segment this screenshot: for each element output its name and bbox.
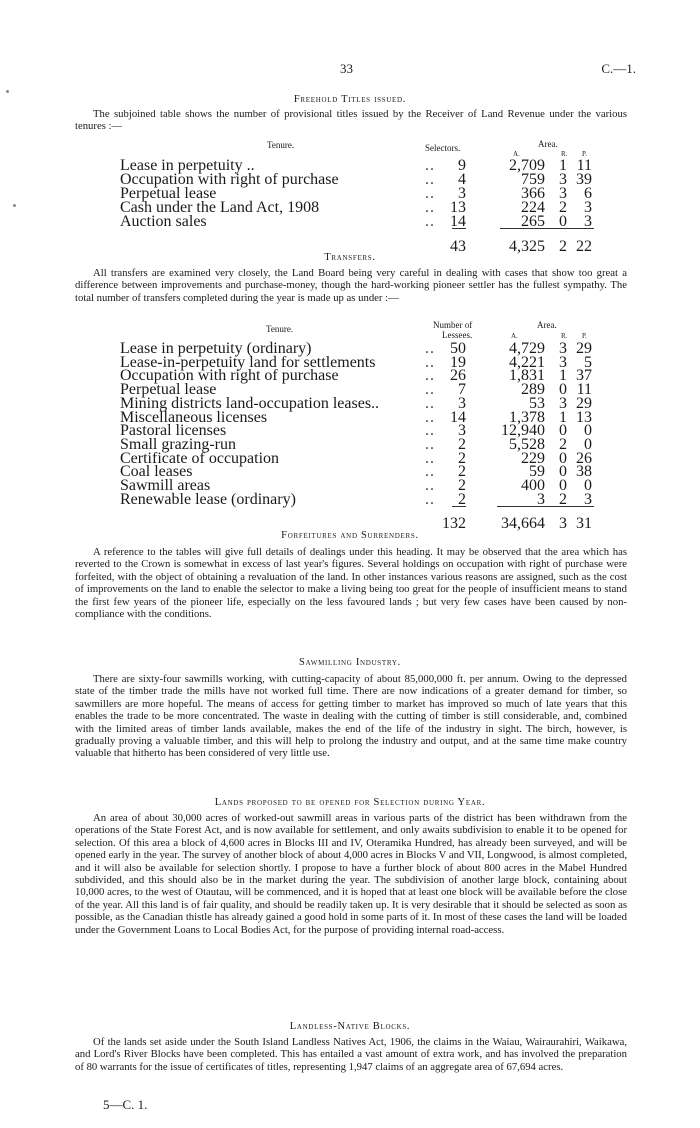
row-tenure: Perpetual lease xyxy=(120,185,217,202)
row-acres: 53 xyxy=(529,394,545,412)
row-tenure: Miscellaneous licenses xyxy=(120,408,268,426)
row-roods: 0 xyxy=(559,463,567,481)
row-tenure: Occupation with right of purchase xyxy=(120,171,339,188)
dot-leader: .. xyxy=(425,477,435,494)
row-count: 4 xyxy=(458,171,466,188)
table-row xyxy=(0,394,700,412)
row-tenure: Renewable lease (ordinary) xyxy=(120,490,296,508)
footer-signature: 5—C. 1. xyxy=(103,1097,148,1112)
unit-roods: R. xyxy=(561,332,568,340)
row-roods: 3 xyxy=(559,394,567,412)
section-heading-lands-proposed: Lands proposed to be opened for Selection during Year. xyxy=(214,797,486,808)
row-perches: 26 xyxy=(576,449,592,467)
row-acres: 3 xyxy=(537,490,545,508)
table-row xyxy=(0,171,700,188)
row-perches: 29 xyxy=(576,394,592,412)
col-tenure: Tenure. xyxy=(266,324,294,334)
dot-leader: .. xyxy=(425,381,435,399)
unit-perches: P. xyxy=(582,332,587,340)
row-tenure: Pastoral licenses xyxy=(120,422,227,440)
dot-leader: .. xyxy=(425,408,435,426)
table-row xyxy=(0,367,700,385)
unit-acres: A. xyxy=(511,332,518,340)
row-count: 3 xyxy=(458,422,466,440)
sawmilling-text: There are sixty-four sawmills working, with cutting-capacity of about 85,000,000 ft. per annum. Owing to the depressed state of the timber trade the mills have not worked full time. There are now indications of a greater demand for timber, so sawmillers are more hopeful. The means of access for getting timber to market has improved so much of late years that this enables the trade to be more concentrated. The waste in dealing with the cutting of timber is still considerable, and, combined with the limited areas of timber lands available, makes the end of the life of the industry in sight. The birch, however, is gradually proving a valuable timber, and this will help to prolong the industry and output, and at the same time make country valuable that hitherto has been considered of very little use. xyxy=(75,673,627,760)
total-acres: 4,325 xyxy=(509,238,545,255)
row-acres: 229 xyxy=(521,449,545,467)
row-count: 2 xyxy=(458,449,466,467)
row-tenure: Certificate of occupation xyxy=(120,449,280,467)
section-heading-freehold: Freehold Titles issued. xyxy=(293,94,407,105)
total-rule xyxy=(452,228,466,229)
row-acres: 1,378 xyxy=(509,408,545,426)
document-reference: C.—1. xyxy=(601,61,636,76)
row-roods: 0 xyxy=(559,422,567,440)
table-row xyxy=(0,408,700,426)
row-acres: 2,709 xyxy=(509,157,545,174)
row-acres: 224 xyxy=(521,199,545,216)
page-header xyxy=(0,61,700,77)
landless-text: Of the lands set aside under the South Island Landless Natives Act, 1906, the claims in the Waiau, Wairaurahiri, Waikawa, and Lord's River Blocks have been completed. This has entailed a vast amount of extra work, and has involved the preparation of 80 warrants for the issue of certificates of titles, representing 1,947 claims of an aggregate area of 67,694 acres. xyxy=(75,1036,627,1073)
row-count: 2 xyxy=(458,463,466,481)
transfers-intro: All transfers are examined very closely, the Land Board being very careful in dealing with cases that show too great a difference between improvements and purchase-money, though the hard-working pioneer settler has the fullest sympathy. The total number of transfers completed during the year is made up as under :— xyxy=(75,267,627,304)
table-row xyxy=(0,353,700,371)
row-roods: 0 xyxy=(559,449,567,467)
total-lessees: 132 xyxy=(442,515,466,532)
lands-proposed-text: An area of about 30,000 acres of worked-out sawmill areas in various parts of the district has been withdrawn from the operations of the State Forest Act, and is now available for settlement, and only awaits subdivision to enable it to be opened for selection. Of this area a block of 4,600 acres in Blocks III and IV, Oteramika Hundred, has already been surveyed, and will be opened early in the year. The survey of another block of about 4,000 acres in Blocks V and VII, Longwood, is almost completed, and it will also be available for selection shortly. I propose to have a further block of about 800 acres in the Mabel Hundred subdivided, and this should also be in the market during the year. The subdivision of another large block, containing about 10,000 acres, to the west of Otautau, will be commenced, and it is hoped that at least one block will be available before the close of the year. All this land is of fair quality, and should be readily taken up. It is very desirable that it should be selected as soon as possible, as the Canadian thistle has already gained a good hold in some parts of it. In most of these cases the land will be loaded under the Government Loans to Local Bodies Act, for the purpose of providing internal road-access. xyxy=(75,812,627,936)
row-acres: 265 xyxy=(521,213,545,230)
dot-leader: .. xyxy=(425,422,435,440)
table-row xyxy=(0,185,700,202)
row-perches: 11 xyxy=(576,381,592,399)
row-perches: 5 xyxy=(584,353,592,371)
section-heading-landless: Landless-Native Blocks. xyxy=(289,1021,411,1032)
dot-leader: .. xyxy=(425,171,435,188)
row-perches: 11 xyxy=(576,157,592,174)
row-acres: 59 xyxy=(529,463,545,481)
table-row xyxy=(0,449,700,467)
row-tenure: Lease in perpetuity .. xyxy=(120,157,255,174)
row-tenure: Perpetual lease xyxy=(120,381,217,399)
col-selectors: Selectors. xyxy=(425,143,461,153)
row-roods: 1 xyxy=(559,157,567,174)
row-tenure: Coal leases xyxy=(120,463,193,481)
row-tenure: Mining districts land-occupation leases.. xyxy=(120,394,380,412)
section-heading-sawmilling: Sawmilling Industry. xyxy=(299,657,401,668)
row-roods: 3 xyxy=(559,171,567,188)
table-row xyxy=(0,199,700,216)
forfeitures-text: A reference to the tables will give full details of dealings under this heading. It may be observed that the area which has reverted to the Crown is somewhat in excess of last year's figures. Several holdings on occupation with right of purchase were forfeited, with the object of obtaining a revaluation of the land. In other instances various reasons are assigned, such as the cost of improvements on the land to enable the selector to make a living being too great for the people of insufficient means to stand the first few years of the pioneer life, especially on the less favoured lands ; but very few cases have been caused by non-compliance with the conditions. xyxy=(75,546,627,621)
dot-leader: .. xyxy=(425,199,435,216)
row-perches: 3 xyxy=(584,490,592,508)
row-tenure: Occupation with right of purchase xyxy=(120,367,339,385)
row-count: 50 xyxy=(450,340,466,357)
row-acres: 1,831 xyxy=(509,367,545,385)
row-roods: 3 xyxy=(559,185,567,202)
row-count: 7 xyxy=(458,381,466,399)
row-roods: 3 xyxy=(559,353,567,371)
col-number: Number of xyxy=(433,320,473,330)
row-roods: 3 xyxy=(559,340,567,357)
dot-leader: .. xyxy=(425,367,435,385)
col-area: Area. xyxy=(538,139,558,149)
table-row xyxy=(0,490,700,508)
unit-acres: A. xyxy=(513,150,520,158)
unit-perches: P. xyxy=(582,150,587,158)
section-heading-transfers: Transfers. xyxy=(324,252,376,263)
dot-leader: .. xyxy=(425,449,435,467)
dot-leader: .. xyxy=(425,340,435,357)
row-count: 2 xyxy=(458,435,466,453)
row-perches: 3 xyxy=(584,213,592,230)
dot-leader: .. xyxy=(425,490,435,508)
row-count: 14 xyxy=(450,213,466,230)
freehold-intro: The subjoined table shows the number of provisional titles issued by the Receiver of Land Revenue under the various tenures :— xyxy=(75,108,627,133)
dot-leader: .. xyxy=(425,435,435,453)
section-heading-forfeitures: Forfeitures and Surrenders. xyxy=(281,530,419,541)
total-acres: 34,664 xyxy=(501,515,545,532)
row-roods: 2 xyxy=(559,199,567,216)
row-acres: 289 xyxy=(521,381,545,399)
row-roods: 0 xyxy=(559,213,567,230)
freehold-total-row xyxy=(0,238,700,255)
total-rule xyxy=(452,506,466,507)
row-roods: 2 xyxy=(559,490,567,508)
total-rule xyxy=(497,506,594,507)
row-roods: 0 xyxy=(559,477,567,494)
table-row xyxy=(0,381,700,399)
row-acres: 759 xyxy=(521,171,545,188)
row-tenure: Cash under the Land Act, 1908 xyxy=(120,199,320,216)
table-row xyxy=(0,435,700,453)
dot-leader: .. xyxy=(425,353,435,371)
total-rule xyxy=(500,228,594,229)
transfers-total-row xyxy=(0,515,700,532)
row-roods: 1 xyxy=(559,408,567,426)
row-perches: 3 xyxy=(584,199,592,216)
row-perches: 38 xyxy=(576,463,592,481)
row-count: 9 xyxy=(458,157,466,174)
table-row xyxy=(0,213,700,230)
total-perches: 22 xyxy=(576,238,592,255)
table-row xyxy=(0,340,700,357)
dot-leader: .. xyxy=(425,157,435,174)
row-acres: 4,221 xyxy=(509,353,545,371)
table-row xyxy=(0,477,700,494)
table-row xyxy=(0,463,700,481)
total-roods: 2 xyxy=(559,238,567,255)
table-row xyxy=(0,422,700,440)
row-tenure: Lease-in-perpetuity land for settlements xyxy=(120,353,376,371)
scan-mark xyxy=(6,90,9,93)
total-selectors: 43 xyxy=(450,238,466,255)
row-acres: 5,528 xyxy=(509,435,545,453)
row-perches: 37 xyxy=(576,367,592,385)
dot-leader: .. xyxy=(425,463,435,481)
row-roods: 0 xyxy=(559,381,567,399)
row-count: 2 xyxy=(458,490,466,508)
row-acres: 12,940 xyxy=(501,422,545,440)
row-perches: 13 xyxy=(576,408,592,426)
table-row xyxy=(0,157,700,174)
unit-roods: R. xyxy=(561,150,568,158)
row-tenure: Sawmill areas xyxy=(120,477,211,494)
row-count: 19 xyxy=(450,353,466,371)
row-tenure: Small grazing-run xyxy=(120,435,236,453)
row-perches: 29 xyxy=(576,340,592,357)
total-perches: 31 xyxy=(576,515,592,532)
row-perches: 6 xyxy=(584,185,592,202)
page-number: 33 xyxy=(340,61,353,76)
row-tenure: Auction sales xyxy=(120,213,207,230)
row-acres: 4,729 xyxy=(509,340,545,357)
row-perches: 0 xyxy=(584,477,592,494)
col-lessees: Lessees. xyxy=(442,330,473,340)
row-count: 13 xyxy=(450,199,466,216)
row-tenure: Lease in perpetuity (ordinary) xyxy=(120,340,312,357)
dot-leader: .. xyxy=(425,213,435,230)
dot-leader: .. xyxy=(425,185,435,202)
row-roods: 1 xyxy=(559,367,567,385)
dot-leader: .. xyxy=(425,394,435,412)
row-acres: 366 xyxy=(521,185,545,202)
row-count: 3 xyxy=(458,394,466,412)
row-count: 14 xyxy=(450,408,466,426)
row-count: 2 xyxy=(458,477,466,494)
row-count: 3 xyxy=(458,185,466,202)
row-count: 26 xyxy=(450,367,466,385)
row-acres: 400 xyxy=(521,477,545,494)
row-perches: 0 xyxy=(584,422,592,440)
col-tenure: Tenure. xyxy=(267,140,295,150)
total-roods: 3 xyxy=(559,515,567,532)
row-perches: 39 xyxy=(576,171,592,188)
row-perches: 0 xyxy=(584,435,592,453)
row-roods: 2 xyxy=(559,435,567,453)
col-area: Area. xyxy=(537,320,557,330)
